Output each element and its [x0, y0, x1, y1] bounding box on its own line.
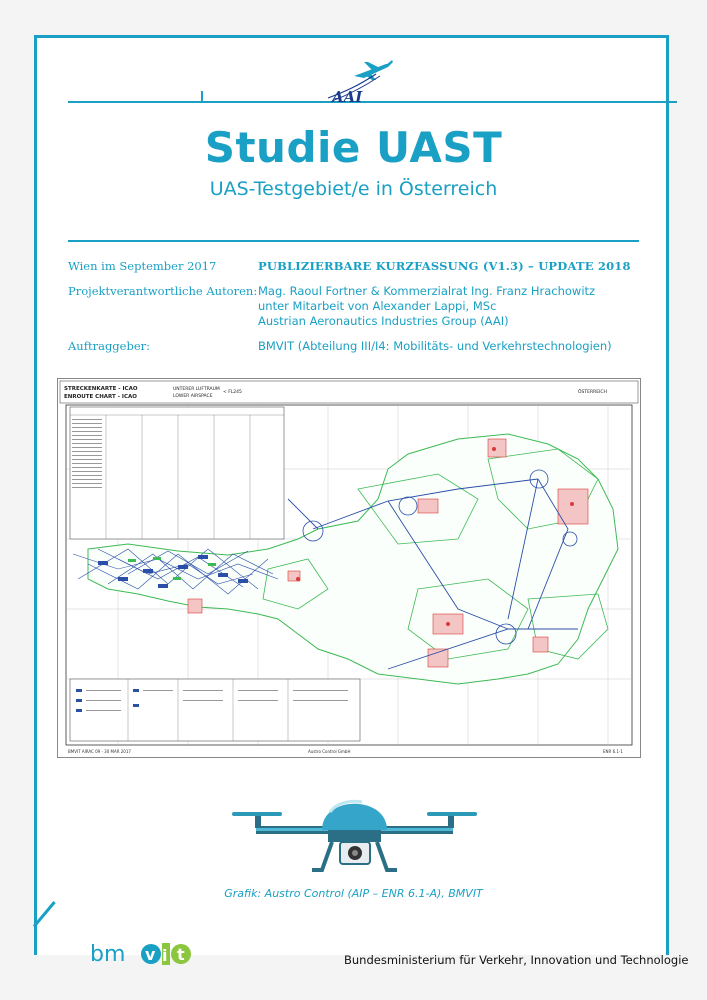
- chart-fl: < FL245: [223, 390, 242, 395]
- page-subtitle: UAS-Testgebiet/e in Österreich: [209, 178, 498, 200]
- bmvit-logo: [90, 934, 200, 972]
- svg-text:i: i: [162, 946, 168, 965]
- client-label: Auftraggeber:: [68, 339, 151, 353]
- svg-text:bm: bm: [90, 942, 126, 967]
- svg-text:t: t: [177, 945, 185, 964]
- chart-airspace-2: LOWER AIRSPACE: [173, 394, 213, 399]
- aai-logo-text: AAI: [332, 88, 363, 104]
- authors-label: Projektverantwortliche Autoren:: [68, 284, 258, 298]
- chart-title-2: ENROUTE CHART - ICAO: [64, 394, 137, 400]
- aai-logo: [324, 58, 394, 104]
- ministry-name: Bundesministerium für Verkehr, Innovation und Technologie: [344, 953, 689, 967]
- authors-line-3: Austrian Aeronautics Industries Group (AAI): [258, 314, 509, 328]
- authors-line-1: Mag. Raoul Fortner & Kommerzialrat Ing. Franz Hrachowitz: [258, 284, 596, 298]
- svg-text:v: v: [145, 945, 156, 964]
- publication-label: PUBLIZIERBARE KURZFASSUNG (V1.3) – UPDATE 2018: [258, 259, 631, 273]
- authors-line-2: unter Mitarbeit von Alexander Lappi, MSc: [258, 299, 497, 313]
- header-tick: [201, 91, 203, 102]
- drone-illustration: [232, 790, 477, 878]
- title-rule: [68, 240, 639, 242]
- chart-footer-left: BMVIT AIRAC 09 - 30 MAR 2017: [68, 749, 131, 754]
- page-title: Studie UAST: [204, 123, 503, 172]
- chart-footer-right: ENR 6.1-1: [603, 749, 623, 754]
- chart-title-1: STRECKENKARTE - ICAO: [64, 386, 138, 392]
- chart-footer-center: Austro Control GmbH: [308, 749, 351, 754]
- chart-airspace-1: UNTERER LUFTRAUM: [173, 387, 220, 392]
- chart-country: ÖSTERREICH: [578, 390, 607, 395]
- figure-caption: Grafik: Austro Control (AIP – ENR 6.1-A), BMVIT: [224, 887, 483, 900]
- client-value: BMVIT (Abteilung III/I4: Mobilitäts- und Verkehrstechnologien): [258, 339, 612, 353]
- enroute-chart-graphic: [58, 379, 640, 757]
- date-text: Wien im September 2017: [68, 259, 217, 273]
- enroute-chart-image: [57, 378, 641, 758]
